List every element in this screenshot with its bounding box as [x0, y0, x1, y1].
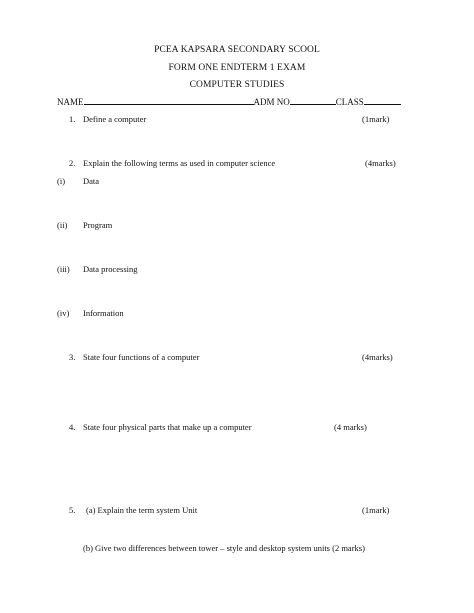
question-2-text: Explain the following terms as used in computer science	[83, 158, 276, 168]
question-4-text: State four physical parts that make up a computer	[83, 422, 252, 432]
name-label: NAME	[57, 97, 84, 107]
subject-title: COMPUTER STUDIES	[189, 80, 285, 90]
name-field[interactable]	[84, 97, 254, 105]
class-field[interactable]	[364, 97, 401, 105]
question-5a-text: (a) Explain the term system Unit	[86, 505, 198, 515]
student-info-line	[57, 97, 401, 107]
question-2-part-label: (iii)	[57, 264, 70, 274]
school-name: PCEA KAPSARA SECONDARY SCOOL	[154, 45, 320, 55]
question-1-text: Define a computer	[83, 114, 147, 124]
question-2-marks: (4marks)	[365, 158, 396, 168]
question-2-part-label: (iv)	[57, 308, 70, 318]
adm-label: ADM NO	[253, 97, 290, 107]
question-2-part-text: Data processing	[83, 264, 138, 274]
question-3-number: 3.	[69, 352, 76, 362]
question-1-marks: (1mark)	[362, 114, 390, 124]
question-4-marks: (4 marks)	[334, 422, 367, 432]
question-4-number: 4.	[69, 422, 76, 432]
class-label: CLASS	[335, 97, 364, 107]
question-2-part-text: Program	[83, 220, 113, 230]
question-5-marks: (1mark)	[362, 505, 390, 515]
question-2-part-label: (i)	[57, 176, 66, 186]
question-3-marks: (4marks)	[362, 352, 393, 362]
adm-field[interactable]	[290, 97, 336, 105]
question-2-part-text: Information	[83, 308, 124, 318]
question-5b-text: (b) Give two differences between tower – style and desktop system units (2 marks)	[83, 543, 365, 553]
question-5-number: 5.	[69, 505, 76, 515]
question-2-part-text: Data	[83, 176, 100, 186]
exam-title: FORM ONE ENDTERM 1 EXAM	[168, 63, 306, 73]
question-2-number: 2.	[69, 158, 76, 168]
question-1-number: 1.	[69, 114, 76, 124]
question-2-part-label: (ii)	[57, 220, 68, 230]
question-3-text: State four functions of a computer	[83, 352, 200, 362]
